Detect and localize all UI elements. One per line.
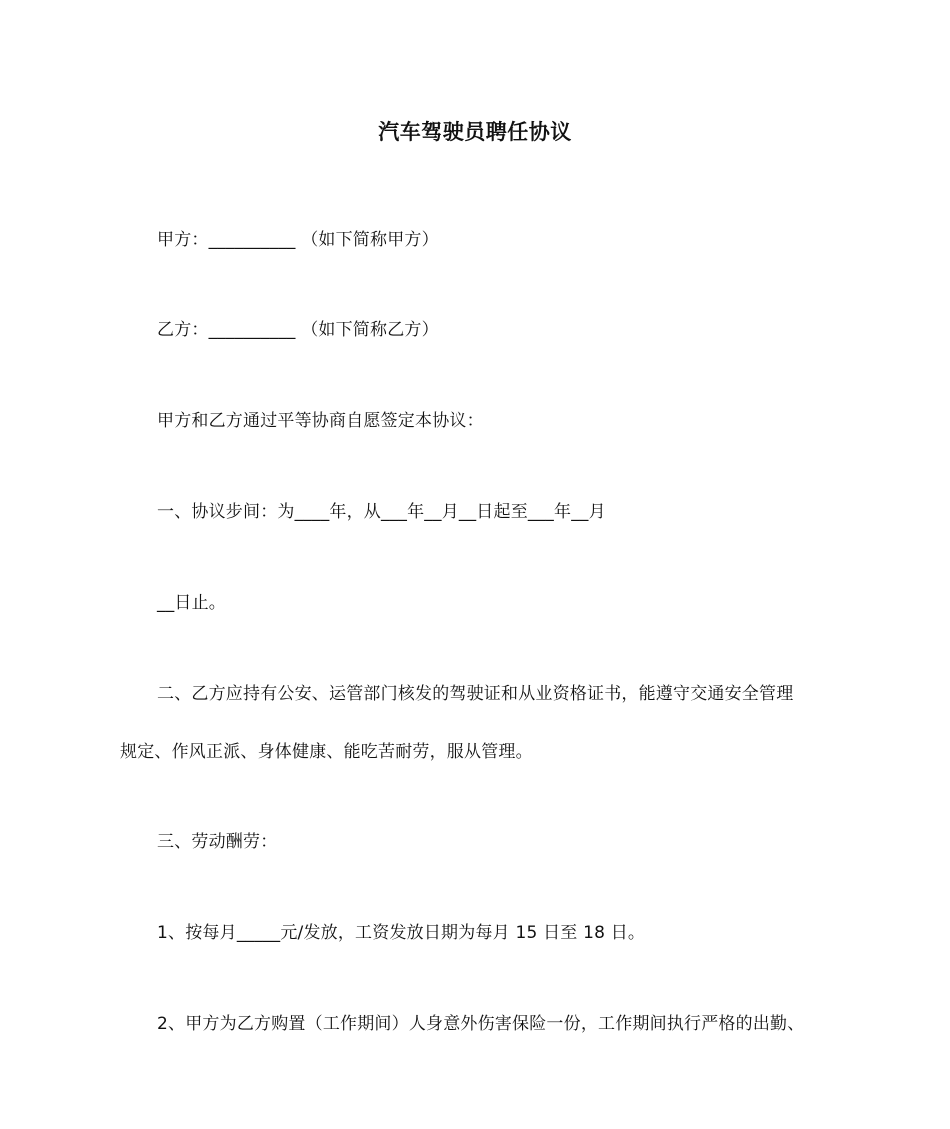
- clause-2-line-2: 规定、作风正派、身体健康、能吃苦耐劳，服从管理。: [120, 742, 533, 762]
- party-b-line: 乙方：__________ （如下简称乙方）: [157, 320, 439, 340]
- clause-3-item-1: 1、按每月_____元/发放，工资发放日期为每月 15 日至 18 日。: [157, 923, 646, 943]
- party-a-line: 甲方：__________ （如下简称甲方）: [157, 230, 439, 250]
- document-title: 汽车驾驶员聘任协议: [378, 120, 572, 144]
- clause-3-heading: 三、劳动酬劳：: [157, 832, 278, 852]
- clause-1-line-2: __日止。: [157, 593, 226, 613]
- intro-line: 甲方和乙方通过平等协商自愿签定本协议：: [157, 411, 484, 431]
- clause-3-item-2: 2、甲方为乙方购置（工作期间）人身意外伤害保险一份，工作期间执行严格的出勤、: [157, 1014, 805, 1034]
- clause-2-line-1: 二、乙方应持有公安、运管部门核发的驾驶证和从业资格证书，能遵守交通安全管理: [157, 684, 794, 704]
- clause-1-line-1: 一、协议步间：为____年，从___年__月__日起至___年__月: [157, 502, 606, 522]
